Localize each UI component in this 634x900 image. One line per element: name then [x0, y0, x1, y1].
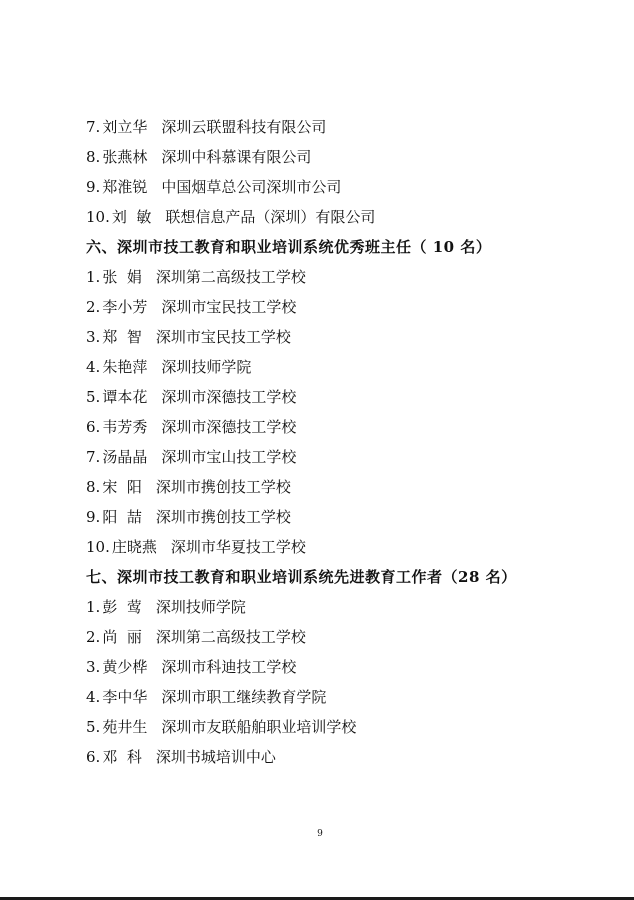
- person-name: 彭 莺: [102, 598, 142, 616]
- list-item: [86, 114, 326, 140]
- person-name: 汤晶晶: [102, 448, 148, 466]
- list-item: [86, 444, 296, 470]
- item-number: 7.: [86, 118, 101, 136]
- list-item: [86, 294, 296, 320]
- organization-name: 深圳市携创技工学校: [155, 478, 291, 496]
- item-number: 1.: [86, 598, 101, 616]
- organization-name: 深圳第二高级技工学校: [155, 628, 306, 646]
- organization-name: 深圳市携创技工学校: [155, 508, 291, 526]
- list-item: [86, 594, 246, 620]
- organization-name: 深圳中科慕课有限公司: [161, 148, 312, 166]
- person-name: 韦芳秀: [102, 418, 148, 436]
- section-heading: 七、深圳市技工教育和职业培训系统先进教育工作者（28 名）: [86, 568, 517, 586]
- item-number: 9.: [86, 178, 101, 196]
- person-name: 黄少桦: [102, 658, 148, 676]
- list-item: [86, 684, 326, 710]
- organization-name: 深圳技师学院: [161, 358, 252, 376]
- organization-name: 深圳市宝山技工学校: [161, 448, 297, 466]
- organization-name: 深圳市深德技工学校: [161, 418, 297, 436]
- list-item: [86, 624, 306, 650]
- person-name: 庄晓燕: [111, 538, 157, 556]
- person-name: 宋 阳: [102, 478, 142, 496]
- item-number: 6.: [86, 748, 101, 766]
- person-name: 阳 喆: [102, 508, 142, 526]
- item-number: 3.: [86, 328, 101, 346]
- item-number: 6.: [86, 418, 101, 436]
- organization-name: 深圳市华夏技工学校: [170, 538, 306, 556]
- item-number: 3.: [86, 658, 101, 676]
- item-number: 5.: [86, 388, 101, 406]
- person-name: 邓 科: [102, 748, 142, 766]
- organization-name: 深圳市宝民技工学校: [155, 328, 291, 346]
- item-number: 7.: [86, 448, 101, 466]
- person-name: 刘 敏: [111, 208, 152, 226]
- person-name: 李小芳: [102, 298, 148, 316]
- item-number: 10.: [86, 208, 110, 226]
- item-number: 2.: [86, 628, 101, 646]
- organization-name: 中国烟草总公司深圳市公司: [161, 178, 342, 196]
- person-name: 刘立华: [102, 118, 148, 136]
- organization-name: 深圳书城培训中心: [155, 748, 276, 766]
- person-name: 苑井生: [102, 718, 148, 736]
- person-name: 朱艳萍: [102, 358, 148, 376]
- list-item: [86, 534, 306, 560]
- item-number: 4.: [86, 688, 101, 706]
- organization-name: 联想信息产品（深圳）有限公司: [165, 208, 376, 226]
- list-item: [86, 354, 251, 380]
- list-item: [86, 144, 311, 170]
- person-name: 谭本花: [102, 388, 148, 406]
- organization-name: 深圳市职工继续教育学院: [161, 688, 327, 706]
- list-item: [86, 204, 375, 230]
- person-name: 郑 智: [102, 328, 142, 346]
- list-item: [86, 414, 296, 440]
- item-number: 2.: [86, 298, 101, 316]
- item-number: 8.: [86, 148, 101, 166]
- list-item: [86, 744, 276, 770]
- organization-name: 深圳第二高级技工学校: [155, 268, 306, 286]
- list-item: [86, 264, 306, 290]
- organization-name: 深圳云联盟科技有限公司: [161, 118, 327, 136]
- person-name: 张燕林: [102, 148, 148, 166]
- item-number: 9.: [86, 508, 101, 526]
- item-number: 4.: [86, 358, 101, 376]
- person-name: 尚 丽: [102, 628, 142, 646]
- list-item: [86, 504, 291, 530]
- person-name: 郑淮锐: [102, 178, 148, 196]
- person-name: 张 娟: [102, 268, 142, 286]
- section-heading: 六、深圳市技工教育和职业培训系统优秀班主任（ 10 名）: [86, 238, 492, 256]
- item-number: 8.: [86, 478, 101, 496]
- person-name: 李中华: [102, 688, 148, 706]
- page-number: 9: [317, 829, 323, 839]
- list-item: [86, 324, 291, 350]
- item-number: 10.: [86, 538, 110, 556]
- list-item: [86, 384, 296, 410]
- organization-name: 深圳技师学院: [155, 598, 246, 616]
- list-item: [86, 654, 296, 680]
- organization-name: 深圳市科迪技工学校: [161, 658, 297, 676]
- item-number: 1.: [86, 268, 101, 286]
- list-item: [86, 174, 341, 200]
- item-number: 5.: [86, 718, 101, 736]
- organization-name: 深圳市深德技工学校: [161, 388, 297, 406]
- organization-name: 深圳市宝民技工学校: [161, 298, 297, 316]
- organization-name: 深圳市友联船舶职业培训学校: [161, 718, 357, 736]
- list-item: [86, 474, 291, 500]
- list-item: [86, 714, 356, 740]
